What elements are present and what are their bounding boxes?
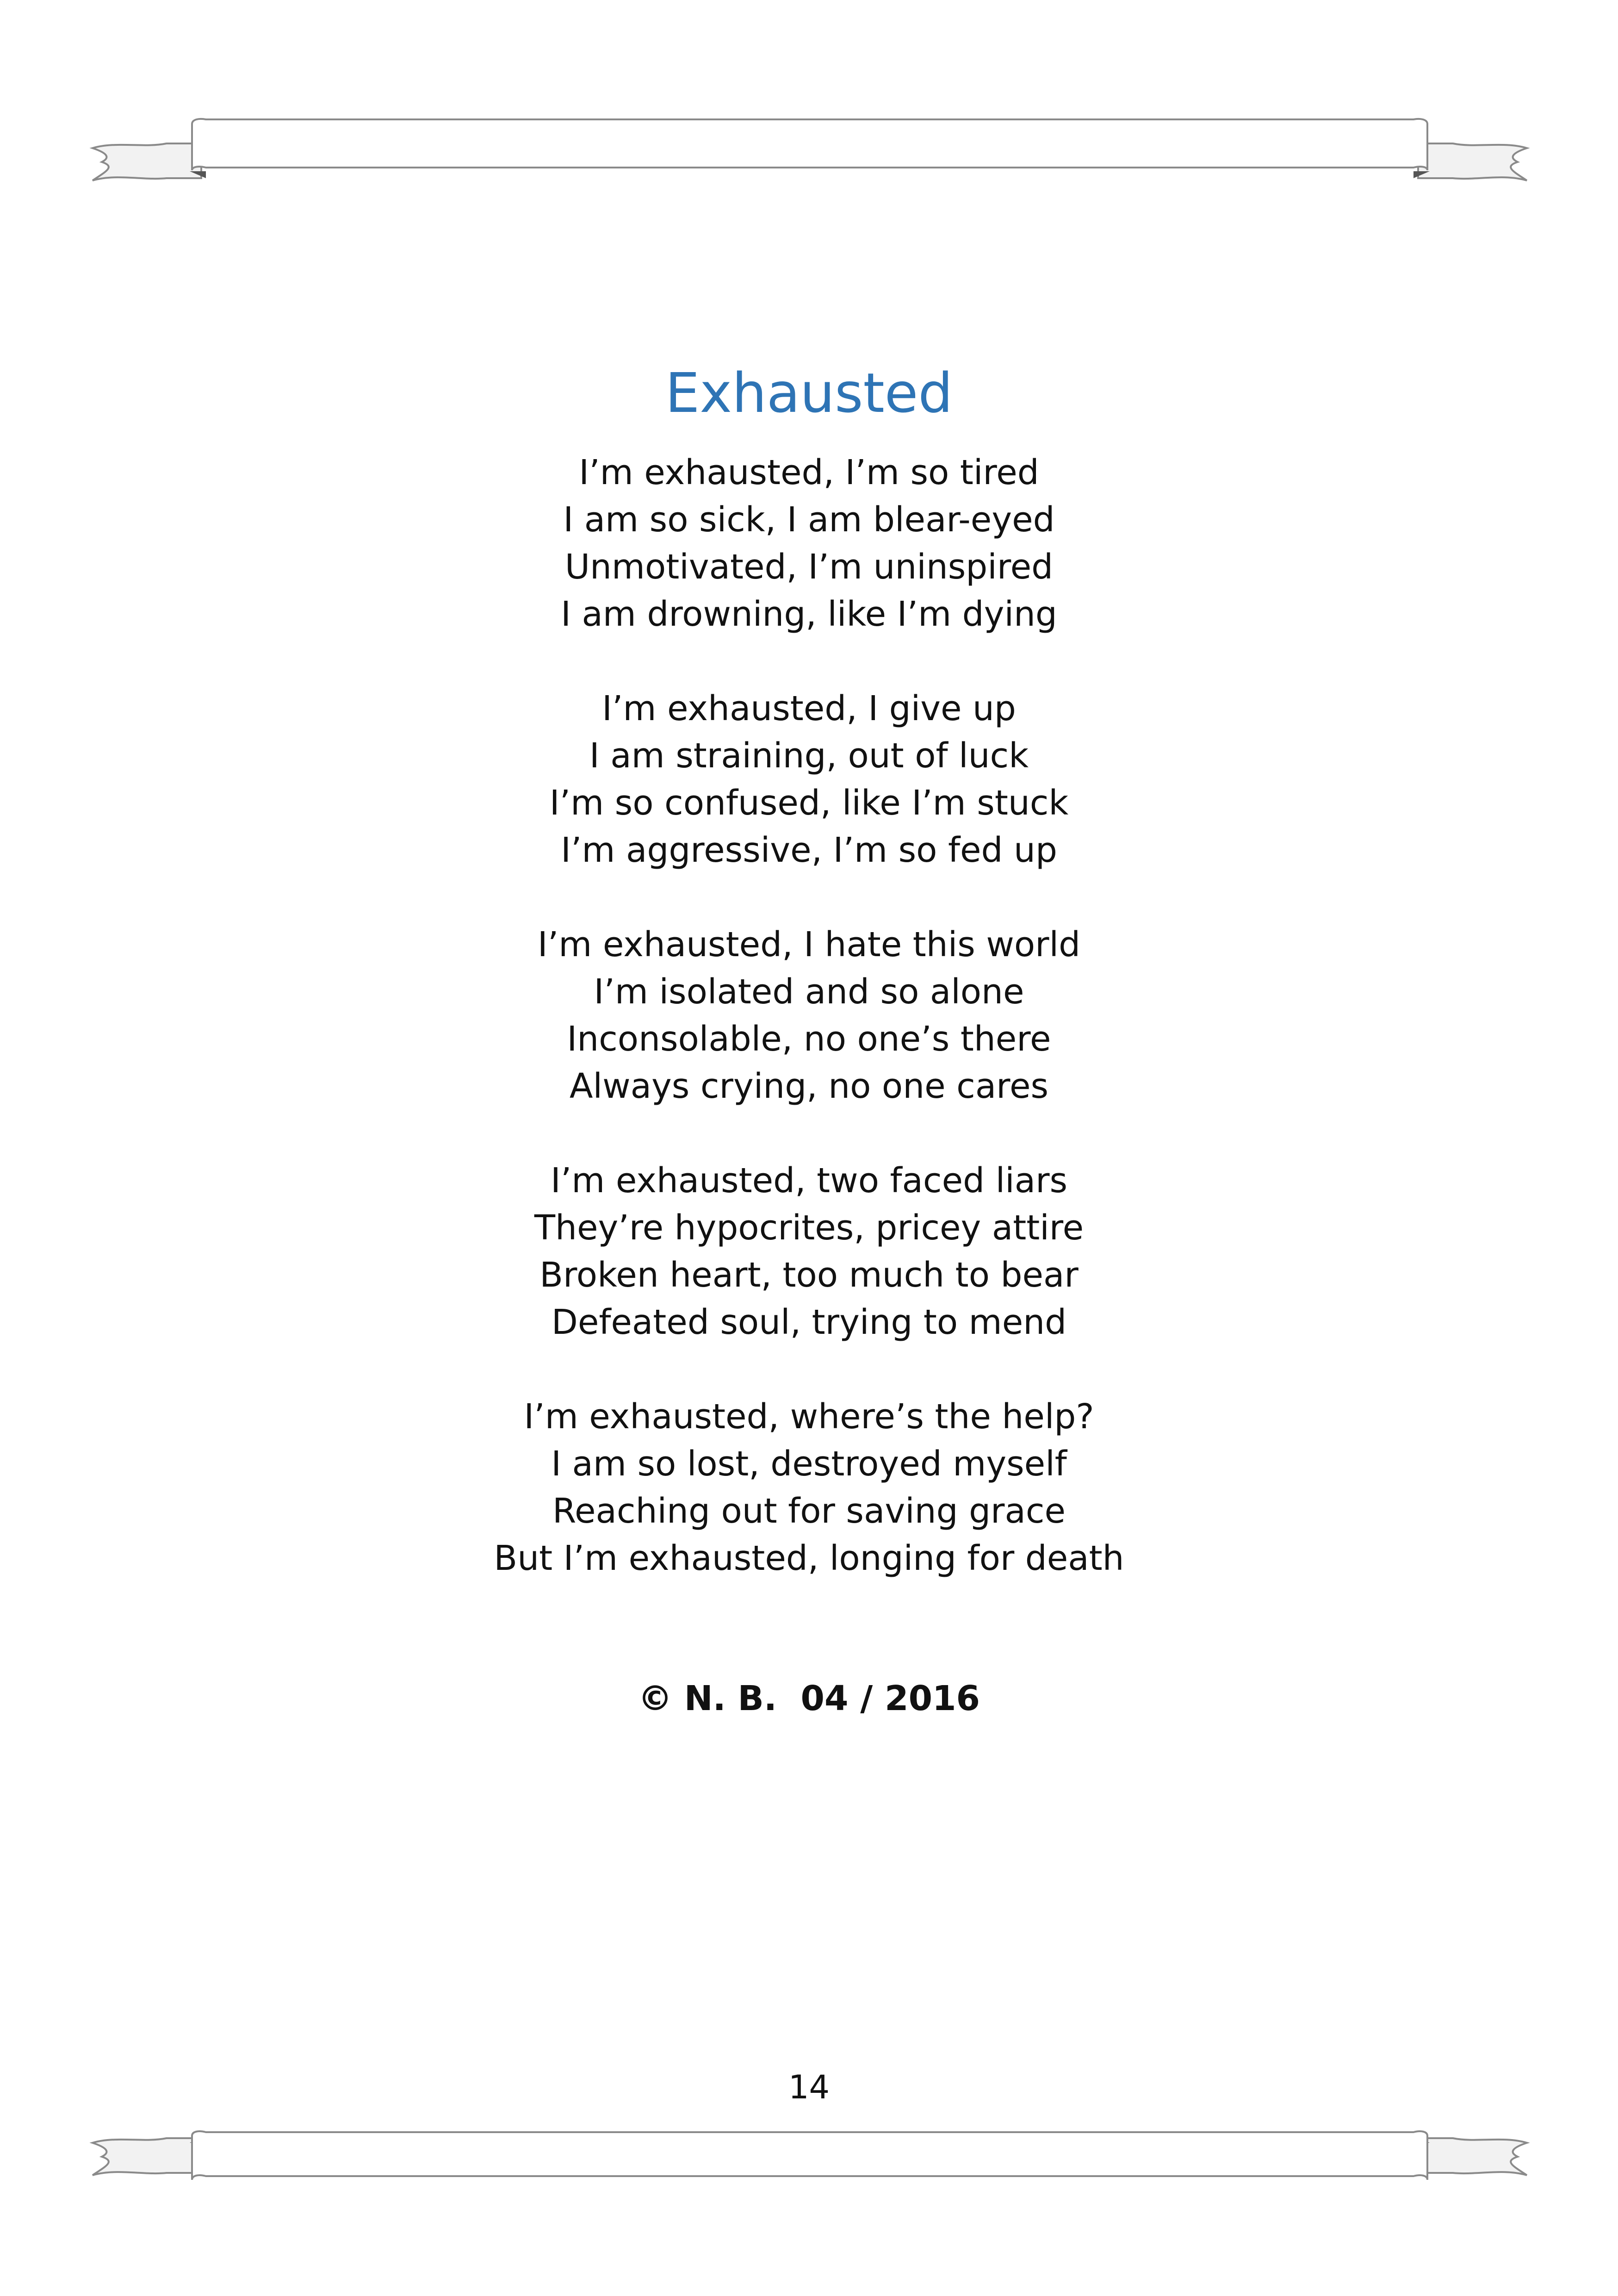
poem-line: Defeated soul, trying to mend: [551, 1302, 1067, 1342]
poem-line: But I’m exhausted, longing for death: [494, 1538, 1124, 1578]
poem-line: I am so lost, destroyed myself: [551, 1444, 1067, 1484]
poem-title: Exhausted: [665, 361, 953, 425]
poem-line: Reaching out for saving grace: [552, 1491, 1066, 1531]
bottom-ribbon-banner: [88, 2110, 1531, 2184]
poem-line: I’m exhausted, I’m so tired: [579, 453, 1039, 492]
copyright-notice: © N. B. 04 / 2016: [638, 1679, 980, 1718]
poem-line: Broken heart, too much to bear: [539, 1255, 1079, 1295]
poem-line: I’m exhausted, I hate this world: [537, 925, 1081, 964]
ribbon-banner-icon: [88, 116, 1531, 190]
poem-line: I’m aggressive, I’m so fed up: [561, 830, 1057, 870]
poem-line: I am straining, out of luck: [589, 736, 1029, 776]
stanza-4: [0, 1157, 1618, 1346]
poem-line: I am so sick, I am blear-eyed: [563, 500, 1055, 540]
poem-line: Unmotivated, I’m uninspired: [564, 547, 1054, 587]
ribbon-banner-icon: [88, 2110, 1531, 2184]
poem-line: I’m so confused, like I’m stuck: [549, 783, 1069, 823]
stanza-1: [0, 449, 1618, 638]
poem-line: I’m exhausted, I give up: [602, 689, 1016, 728]
poem-line: I’m exhausted, where’s the help?: [524, 1397, 1094, 1437]
top-ribbon-banner: [88, 116, 1531, 190]
poem-line: I’m isolated and so alone: [594, 972, 1024, 1012]
poem-line: I’m exhausted, two faced liars: [550, 1161, 1068, 1201]
poem-body: [0, 449, 1618, 1629]
poem-line: They’re hypocrites, pricey attire: [534, 1208, 1084, 1248]
page-number: 14: [788, 2068, 830, 2106]
poem-line: Always crying, no one cares: [569, 1066, 1049, 1106]
stanza-5: [0, 1393, 1618, 1582]
stanza-2: [0, 685, 1618, 874]
stanza-3: [0, 921, 1618, 1110]
poem-line: Inconsolable, no one’s there: [567, 1019, 1051, 1059]
poem-line: I am drowning, like I’m dying: [561, 594, 1057, 634]
